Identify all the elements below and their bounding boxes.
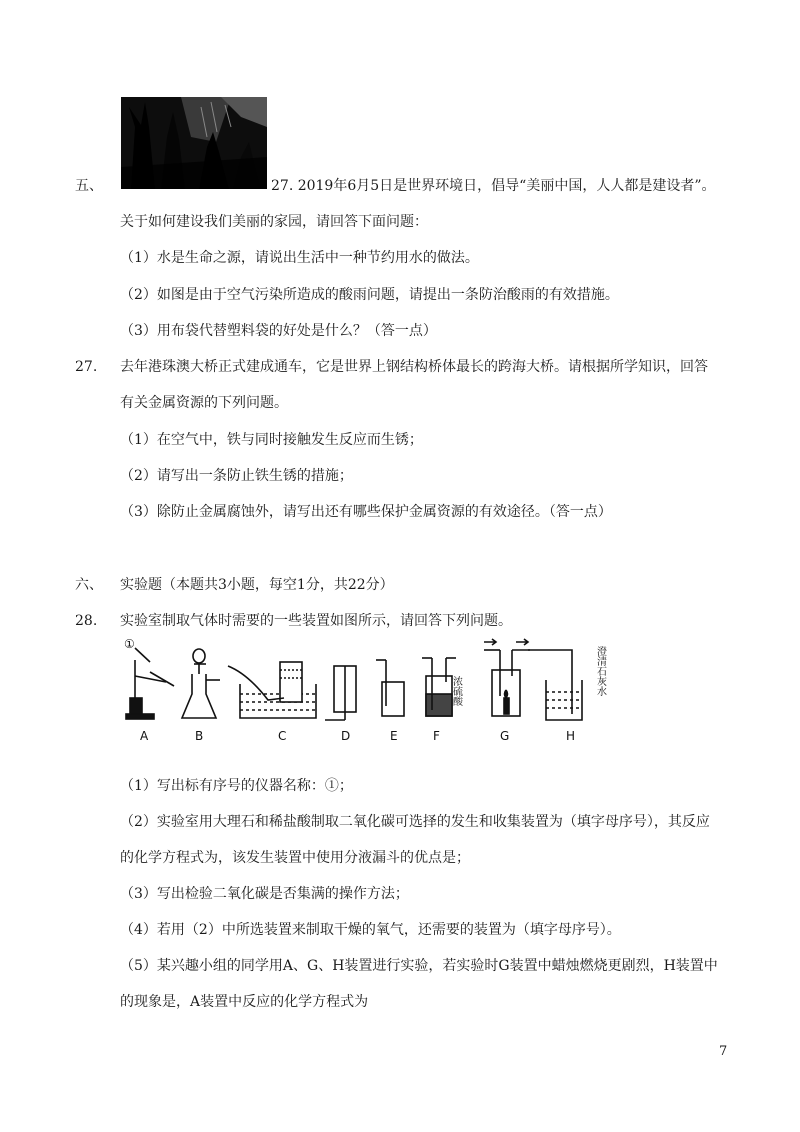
apparatus-b: [182, 649, 220, 718]
question-28-item-5-cont: 的现象是，A装置中反应的化学方程式为: [120, 994, 369, 1010]
apparatus-e: [376, 660, 404, 716]
question-28-item-2-cont: 的化学方程式为，该发生装置中使用分液漏斗的优点是；: [120, 850, 470, 866]
apparatus-figure: [120, 636, 620, 744]
instrument-marker-1: ①: [124, 637, 135, 651]
question-27a-item-1: （1）水是生命之源，请说出生活中一种节约用水的做法。: [120, 250, 479, 266]
question-27b-number: 27.: [75, 359, 98, 375]
apparatus-label-e: E: [390, 729, 398, 743]
question-27b-item-2: （2）请写出一条防止铁生锈的措施；: [120, 468, 353, 484]
page-number: 7: [719, 1044, 728, 1059]
h-reagent-label: 澄清石灰水: [594, 646, 606, 696]
question-27b-item-1: （1）在空气中，铁与同时接触发生反应而生锈；: [120, 432, 423, 448]
acid-rain-photo: [121, 97, 267, 189]
question-27a-item-2: （2）如图是由于空气污染所造成的酸雨问题，请提出一条防治酸雨的有效措施。: [120, 287, 619, 303]
section-5-label: 五、: [75, 178, 103, 194]
question-28-item-1: （1）写出标有序号的仪器名称：①；: [120, 778, 353, 794]
question-27b-item-3: （3）除防止金属腐蚀外，请写出还有哪些保护金属资源的有效途径。（答一点）: [120, 504, 612, 520]
apparatus-label-h: H: [566, 729, 576, 743]
apparatus-label-g: G: [500, 729, 510, 743]
section-6-label: 六、: [75, 577, 103, 593]
apparatus-a: [126, 648, 174, 719]
apparatus-d: [325, 666, 356, 720]
question-28-item-2: （2）实验室用大理石和稀盐酸制取二氧化碳可选择的发生和收集装置为（填字母序号），其反应: [120, 814, 710, 830]
question-28-stem: 实验室制取气体时需要的一些装置如图所示，请回答下列问题。: [120, 613, 512, 629]
apparatus-c: [228, 662, 316, 718]
apparatus-label-a: A: [140, 729, 149, 743]
section-6-title: 实验题（本题共3小题，每空1分，共22分）: [120, 577, 394, 593]
question-27b-line2: 有关金属资源的下列问题。: [120, 395, 288, 411]
question-27a-lead: 27. 2019年6月5日是世界环境日，倡导“美丽中国，人人都是建设者”。: [271, 178, 716, 194]
question-27a-line2: 关于如何建设我们美丽的家园，请回答下面问题：: [120, 214, 428, 230]
apparatus-label-d: D: [341, 729, 351, 743]
question-28-item-3: （3）写出检验二氧化碳是否集满的操作方法；: [120, 886, 409, 902]
apparatus-label-f: F: [433, 729, 440, 743]
question-28-item-5: （5）某兴趣小组的同学用A、G、H装置进行实验，若实验时G装置中蜡烛燃烧更剧烈，H装置中: [120, 958, 718, 974]
apparatus-label-b: B: [195, 729, 204, 743]
question-27b-line1: 去年港珠澳大桥正式建成通车，它是世界上钢结构桥体最长的跨海大桥。请根据所学知识，回答: [120, 359, 708, 375]
apparatus-label-c: C: [278, 729, 287, 743]
apparatus-h: [528, 650, 582, 720]
question-27a-item-3: （3）用布袋代替塑料袋的好处是什么？（答一点）: [120, 323, 437, 339]
question-28-item-4: （4）若用（2）中所选装置来制取干燥的氧气，还需要的装置为（填字母序号）。: [120, 922, 621, 938]
f-reagent-label: 浓硫酸: [450, 676, 462, 706]
apparatus-g: [484, 639, 530, 716]
question-28-number: 28.: [75, 613, 98, 629]
